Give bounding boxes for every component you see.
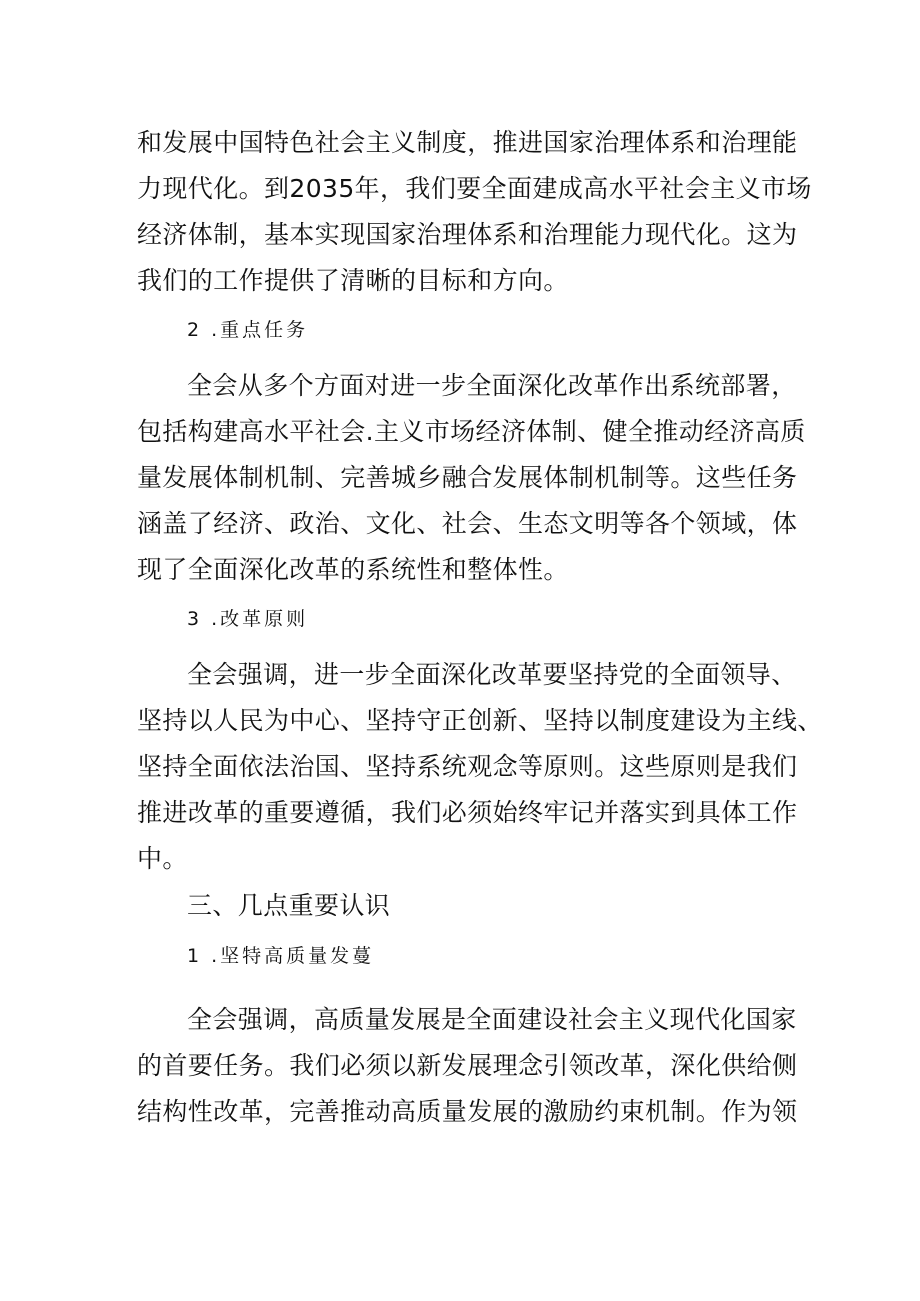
para4-line-2: 的首要任务。我们必须以新发展理念引领改革，深化供给侧 [137, 1051, 798, 1080]
para1-line-1: 和发展中国特色社会主义制度，推进国家治理体系和治理能 [137, 128, 798, 157]
section-heading: 三、几点重要认识 [187, 891, 391, 920]
para2-line-3: 量发展体制机制、完善城乡融合发展体制机制等。这些任务 [137, 463, 798, 492]
para3-line-4: 推进改革的重要遵循，我们必须始终牢记并落实到具体工作 [137, 798, 798, 827]
para2-line-2: 包括构建高水平社会.主义市场经济体制、健全推动经济高质 [137, 417, 806, 446]
para2-line-5: 现了全面深化改革的系统性和整体性。 [137, 555, 569, 584]
subheading-reform-principles: 3 .改革原则 [187, 608, 309, 630]
para1-line-3: 经济体制，基本实现国家治理体系和治理能力现代化。这为 [137, 220, 798, 249]
para2-line-4: 涵盖了经济、政治、文化、社会、生态文明等各个领域，体 [137, 509, 798, 538]
para4-line-1: 全会强调，高质量发展是全面建设社会主义现代化国家 [187, 1005, 797, 1034]
subheading-key-tasks: 2 .重点任务 [187, 319, 309, 341]
para2-line-1: 全会从多个方面对进一步全面深化改革作出系统部署， [187, 371, 797, 400]
para1-line-2: 力现代化。到2035年，我们要全面建成高水平社会主义市场 [137, 174, 812, 203]
para3-line-1: 全会强调，进一步全面深化改革要坚持党的全面领导、 [187, 660, 797, 689]
para3-line-5: 中。 [137, 844, 188, 873]
para3-line-3: 坚持全面依法治国、坚持系统观念等原则。这些原则是我们 [137, 752, 798, 781]
subheading-high-quality-development: 1 .坚特高质量发蔓 [187, 945, 375, 967]
para4-line-3: 结构性改革，完善推动高质量发展的激励约束机制。作为领 [137, 1097, 798, 1126]
para1-line-4: 我们的工作提供了清晰的目标和方向。 [137, 266, 569, 295]
para3-line-2: 坚持以人民为中心、坚持守正创新、坚持以制度建设为主线、 [137, 706, 823, 735]
